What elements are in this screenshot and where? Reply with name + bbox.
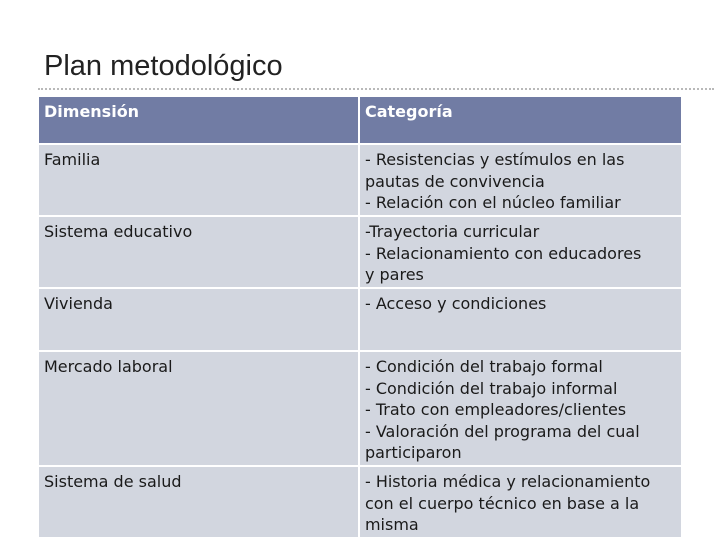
header-category: Categoría — [360, 97, 681, 143]
category-cell: -Trayectoria curricular - Relacionamiento con educadores y pares — [360, 217, 681, 287]
table-row — [39, 217, 681, 287]
category-cell: - Historia médica y relacionamiento con el cuerpo técnico en base a la misma — [360, 467, 681, 537]
category-cell: - Resistencias y estímulos en las pautas de convivencia - Relación con el núcleo familiar — [360, 145, 681, 215]
dimension-cell: Sistema de salud — [39, 467, 358, 537]
category-cell: - Acceso y condiciones — [360, 289, 681, 350]
dimension-cell: Familia — [39, 145, 358, 215]
dimension-cell: Sistema educativo — [39, 217, 358, 287]
table-row — [39, 289, 681, 350]
dimension-cell: Vivienda — [39, 289, 358, 350]
title-divider — [38, 88, 714, 90]
dimension-cell: Mercado laboral — [39, 352, 358, 465]
table-row — [39, 352, 681, 465]
category-cell: - Condición del trabajo formal - Condición del trabajo informal - Trato con empleadores/clientes - Valoración del programa del cual participaron — [360, 352, 681, 465]
methodology-table — [37, 95, 683, 539]
table-row — [39, 145, 681, 215]
header-dimension: Dimensión — [39, 97, 358, 143]
table-row — [39, 467, 681, 537]
table-header-row — [39, 97, 681, 143]
slide-title: Plan metodológico — [44, 50, 283, 82]
